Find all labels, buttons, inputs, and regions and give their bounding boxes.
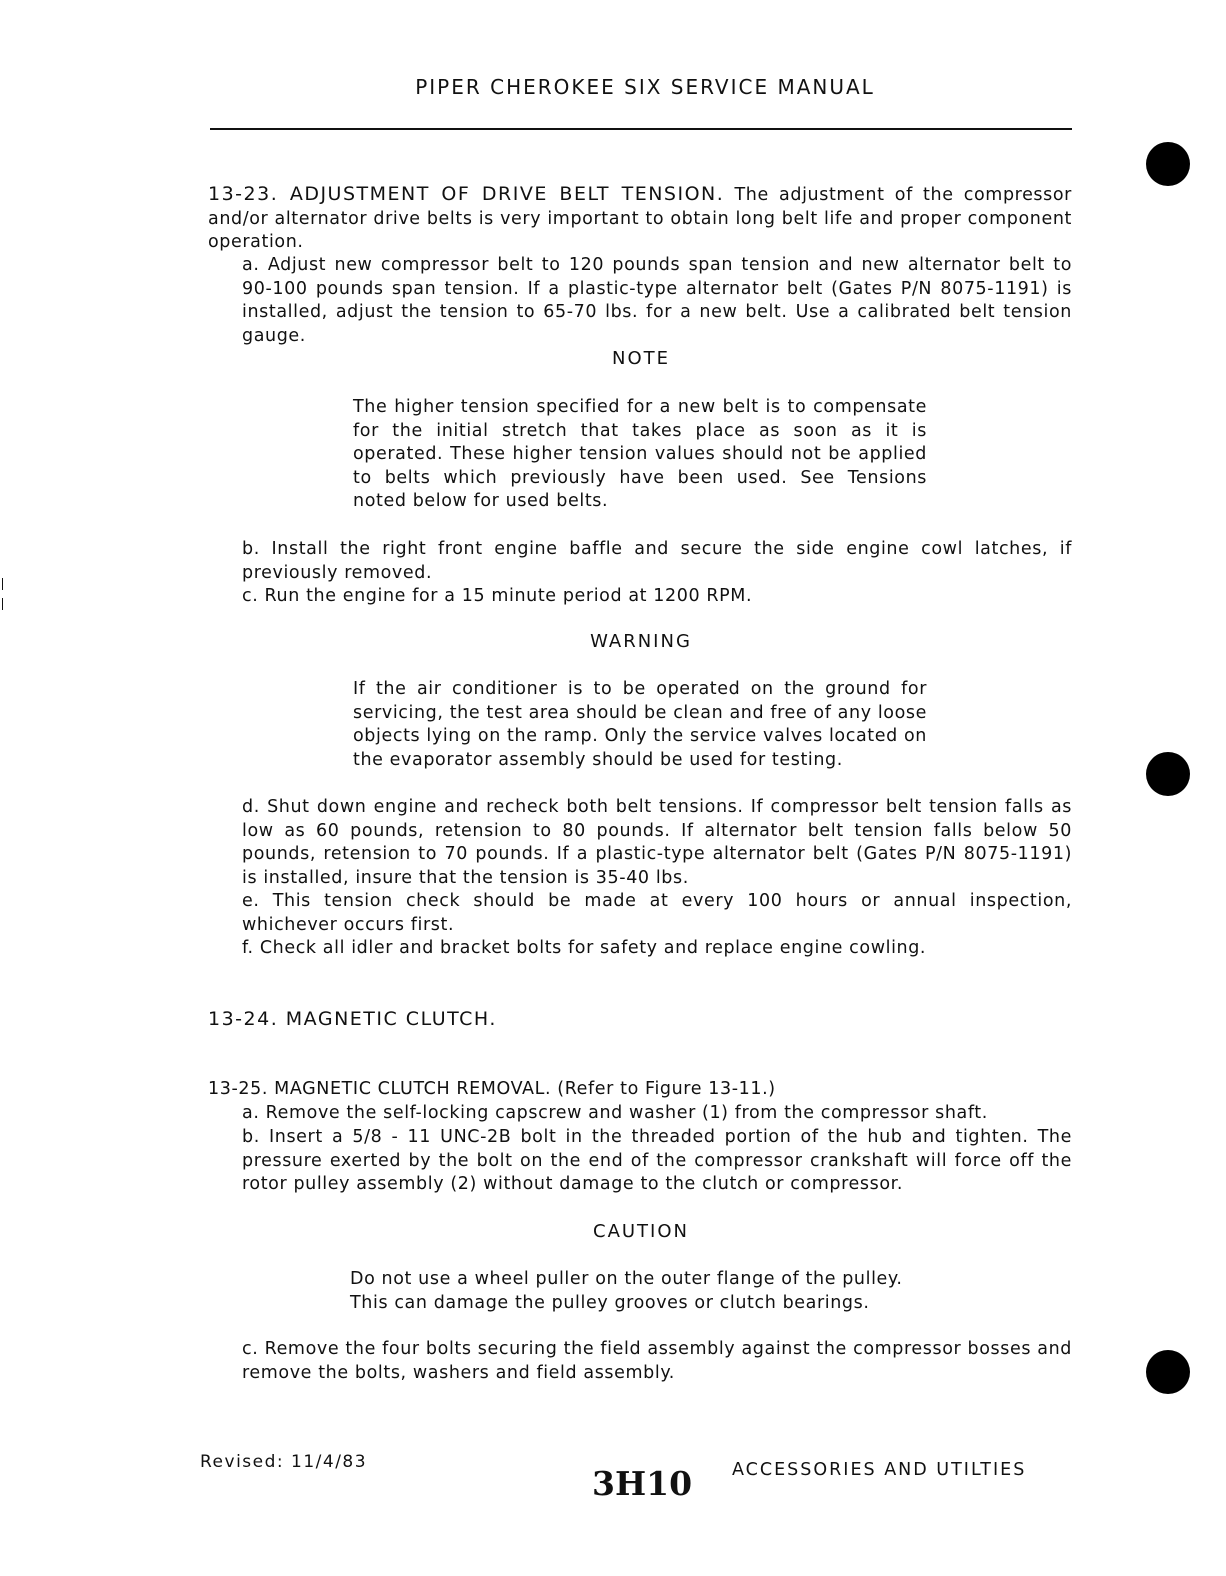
removal-step-b: b. Insert a 5/8 - 11 UNC-2B bolt in the threaded portion of the hub and tighten. The pressure exerted by the bolt on the end of the compressor crankshaft will force off the rotor pulley assembly (2) without damage to the clutch or compressor. — [242, 1127, 1072, 1194]
binder-hole-middle — [1146, 752, 1190, 796]
step-b: b. Install the right front engine baffle and secure the side engine cowl latches, if previously removed. — [242, 539, 1072, 583]
paragraph-text: The adjustment of the compressor and/or alternator drive belts is very important to obtain long belt life and proper component operation. — [208, 185, 1072, 252]
caution-line-2: This can damage the pulley grooves or clutch bearings. — [350, 1292, 870, 1313]
caution-line-1: Do not use a wheel puller on the outer flange of the pulley. — [350, 1269, 903, 1289]
header-rule — [210, 128, 1072, 130]
binder-hole-top — [1146, 142, 1190, 186]
section-heading: 13-23. ADJUSTMENT OF DRIVE BELT TENSION. — [208, 183, 725, 205]
revised-date: Revised: 11/4/83 — [200, 1452, 368, 1472]
step-f: f. Check all idler and bracket bolts for safety and replace engine cowling. — [242, 938, 927, 958]
warning-text: If the air conditioner is to be operated on the ground for servicing, the test area should be clean and free of any loose objects lying on the ramp. Only the service valves located on the evaporator assembly should be used for testing. — [353, 679, 927, 770]
step-c: c. Run the engine for a 15 minute period at 1200 RPM. — [242, 586, 753, 606]
scan-mark — [2, 578, 3, 590]
scan-mark — [2, 598, 3, 610]
caution-heading: CAUTION — [593, 1221, 689, 1242]
binder-hole-bottom — [1146, 1350, 1190, 1394]
note-text: The higher tension specified for a new belt is to compensate for the initial stretch that takes place as soon as it is operated. These higher tension values should not be applied to belts which previously have been used. See Tensions noted below for used belts. — [353, 397, 927, 511]
chapter-title: ACCESSORIES AND UTILTIES — [732, 1460, 1027, 1480]
section-13-23-intro — [208, 183, 1072, 255]
section-13-24-heading: 13-24. MAGNETIC CLUTCH. — [208, 1008, 497, 1030]
page-code: 3H10 — [592, 1464, 693, 1503]
caution-text — [350, 1268, 950, 1315]
step-a: a. Adjust new compressor belt to 120 pounds span tension and new alternator belt to 90-100 pounds span tension. If a plastic-type alternator belt (Gates P/N 8075-1191) is installed, adjust the tension to 65-70 lbs. for a new belt. Use a calibrated belt tension gauge. — [242, 255, 1072, 346]
page-header-title: PIPER CHEROKEE SIX SERVICE MANUAL — [415, 75, 875, 99]
removal-step-a: a. Remove the self-locking capscrew and washer (1) from the compressor shaft. — [242, 1103, 988, 1123]
step-e: e. This tension check should be made at every 100 hours or annual inspection, whichever occurs first. — [242, 891, 1072, 935]
warning-heading: WARNING — [590, 631, 692, 652]
removal-step-c: c. Remove the four bolts securing the field assembly against the compressor bosses and remove the bolts, washers and field assembly. — [242, 1339, 1072, 1383]
step-d: d. Shut down engine and recheck both belt tensions. If compressor belt tension falls as low as 60 pounds, retension to 80 pounds. If alternator belt tension falls below 50 pounds, retension to 70 pounds. If a plastic-type alternator belt (Gates P/N 8075-1191) is installed, insure that the tension is 35-40 lbs. — [242, 797, 1072, 888]
section-13-25-heading: 13-25. MAGNETIC CLUTCH REMOVAL. (Refer to Figure 13-11.) — [208, 1079, 776, 1099]
note-heading: NOTE — [611, 348, 670, 369]
